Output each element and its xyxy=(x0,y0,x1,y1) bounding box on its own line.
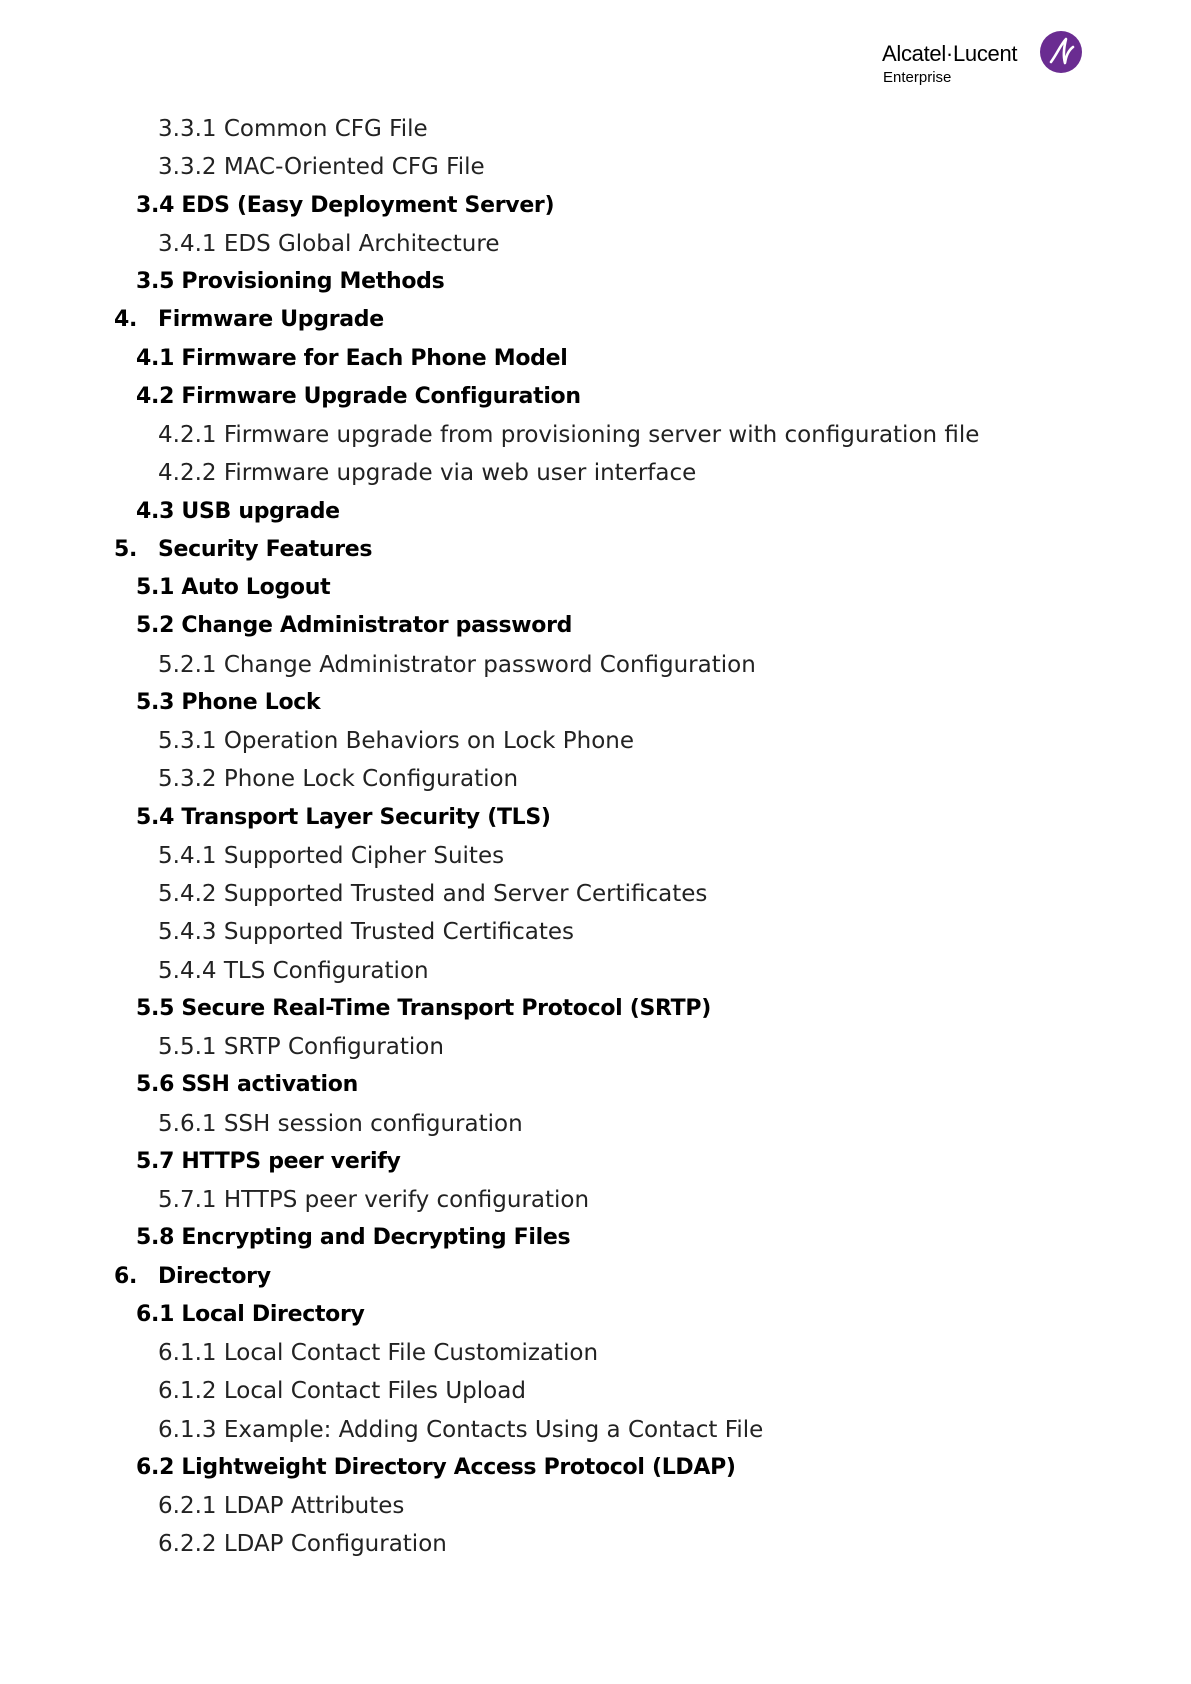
toc-section-entry[interactable]: 5.5 Secure Real-Time Transport Protocol (SRTP) xyxy=(136,995,711,1021)
company-logo xyxy=(882,30,1082,92)
toc-subsection-entry[interactable]: 4.2.1 Firmware upgrade from provisioning server with configuration file xyxy=(158,422,980,448)
toc-section-entry[interactable]: 5.2 Change Administrator password xyxy=(136,613,573,639)
toc-chapter-number: 4. xyxy=(114,307,138,333)
alcatel-lucent-logo-icon xyxy=(1039,30,1083,74)
toc-section-entry[interactable]: 6.2 Lightweight Directory Access Protocol (LDAP) xyxy=(136,1454,736,1480)
toc-section-entry[interactable]: 5.7 HTTPS peer verify xyxy=(136,1148,401,1174)
toc-section-entry[interactable]: 5.4 Transport Layer Security (TLS) xyxy=(136,804,551,830)
toc-section-entry[interactable]: 5.1 Auto Logout xyxy=(136,575,331,600)
toc-subsection-entry[interactable]: 5.4.4 TLS Configuration xyxy=(158,957,429,984)
toc-section-entry[interactable]: 3.5 Provisioning Methods xyxy=(136,269,445,294)
toc-subsection-entry[interactable]: 5.4.1 Supported Cipher Suites xyxy=(158,842,505,869)
toc-subsection-entry[interactable]: 5.4.2 Supported Trusted and Server Certificates xyxy=(158,881,708,907)
toc-section-entry[interactable]: 4.2 Firmware Upgrade Configuration xyxy=(136,383,581,409)
logo-subtitle: Enterprise xyxy=(883,69,952,86)
toc-chapter-entry[interactable] xyxy=(0,531,1191,569)
toc-subsection-entry[interactable]: 5.2.1 Change Administrator password Configuration xyxy=(158,651,756,678)
toc-subsection-entry[interactable]: 3.4.1 EDS Global Architecture xyxy=(158,230,500,257)
toc-subsection-entry[interactable]: 6.1.2 Local Contact Files Upload xyxy=(158,1378,526,1405)
toc-subsection-entry[interactable]: 5.3.2 Phone Lock Configuration xyxy=(158,766,519,793)
toc-subsection-entry[interactable]: 6.1.1 Local Contact File Customization xyxy=(158,1340,599,1366)
toc-subsection-entry[interactable]: 5.6.1 SSH session configuration xyxy=(158,1110,523,1137)
toc-section-entry[interactable]: 5.6 SSH activation xyxy=(136,1072,358,1098)
toc-section-entry[interactable]: 5.3 Phone Lock xyxy=(136,689,321,715)
toc-section-entry[interactable]: 4.1 Firmware for Each Phone Model xyxy=(136,345,568,371)
toc-subsection-entry[interactable]: 6.2.1 LDAP Attributes xyxy=(158,1493,405,1519)
toc-chapter-title: Security Features xyxy=(158,536,373,562)
toc-subsection-entry[interactable]: 5.4.3 Supported Trusted Certificates xyxy=(158,919,575,946)
logo-brand-text: Alcatel·Lucent xyxy=(882,41,1018,66)
toc-subsection-entry[interactable]: 5.7.1 HTTPS peer verify configuration xyxy=(158,1187,590,1213)
toc-subsection-entry[interactable]: 3.3.1 Common CFG File xyxy=(158,116,428,142)
toc-subsection-entry[interactable]: 5.3.1 Operation Behaviors on Lock Phone xyxy=(158,728,634,754)
table-of-contents xyxy=(0,110,1191,1564)
toc-chapter-number: 6. xyxy=(114,1263,138,1289)
toc-subsection-entry[interactable]: 5.5.1 SRTP Configuration xyxy=(158,1034,444,1060)
toc-chapter-number: 5. xyxy=(114,536,138,562)
toc-section-entry[interactable]: 3.4 EDS (Easy Deployment Server) xyxy=(136,192,555,218)
toc-chapter-entry[interactable] xyxy=(0,301,1191,339)
toc-section-entry[interactable]: 4.3 USB upgrade xyxy=(136,498,340,524)
toc-chapter-title: Firmware Upgrade xyxy=(158,307,384,333)
toc-subsection-entry[interactable]: 6.2.2 LDAP Configuration xyxy=(158,1531,447,1558)
toc-chapter-entry[interactable] xyxy=(0,1258,1191,1296)
toc-chapter-title: Directory xyxy=(158,1263,271,1289)
toc-section-entry[interactable]: 6.1 Local Directory xyxy=(136,1301,365,1327)
toc-subsection-entry[interactable]: 4.2.2 Firmware upgrade via web user interface xyxy=(158,460,697,487)
toc-subsection-entry[interactable]: 6.1.3 Example: Adding Contacts Using a Contact File xyxy=(158,1416,764,1443)
toc-section-entry[interactable]: 5.8 Encrypting and Decrypting Files xyxy=(136,1225,571,1251)
toc-subsection-entry[interactable]: 3.3.2 MAC-Oriented CFG File xyxy=(158,154,485,181)
